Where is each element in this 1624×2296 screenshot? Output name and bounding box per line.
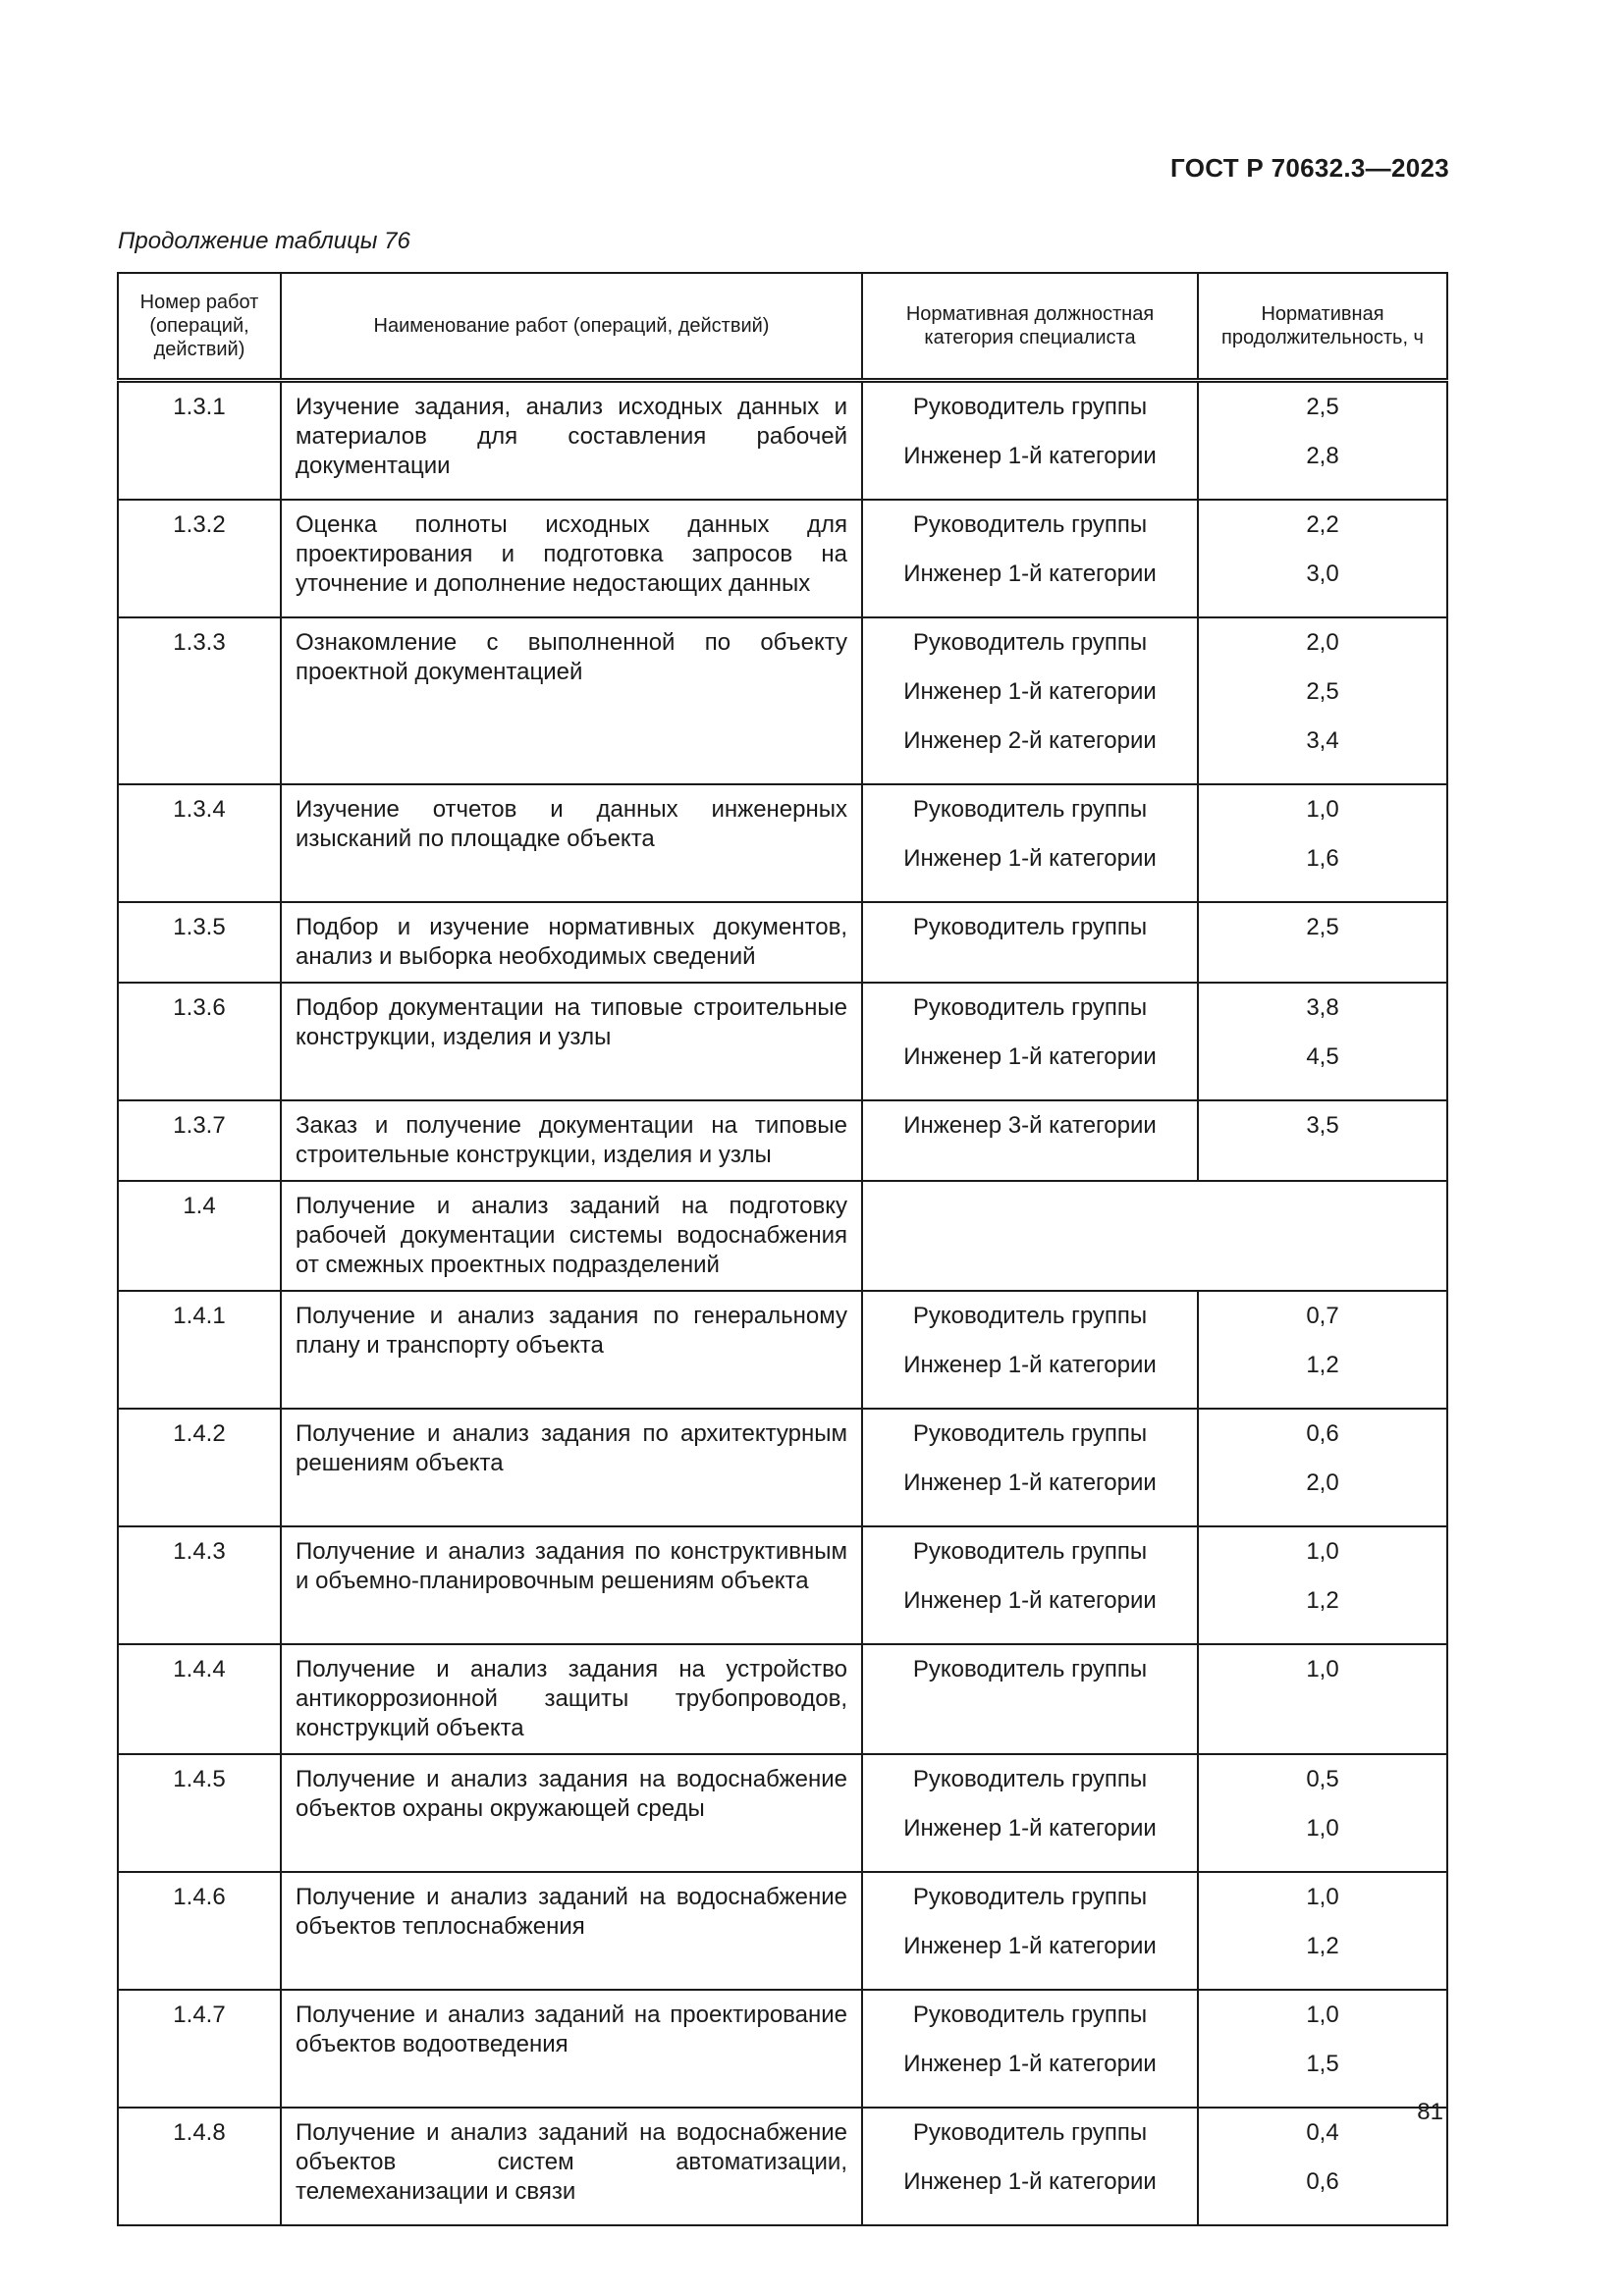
duration-value: 2,5 xyxy=(1306,914,1339,940)
table-row xyxy=(118,784,1447,902)
duration-cell xyxy=(1198,1754,1447,1872)
specialist-category: Руководитель группы xyxy=(912,1538,1148,1565)
table-row xyxy=(118,500,1447,617)
duration-value: 1,2 xyxy=(1306,1587,1339,1614)
duration-cell xyxy=(1198,1644,1447,1754)
specialist-category: Инженер 1-й категории xyxy=(903,1352,1157,1378)
specialist-category: Инженер 1-й категории xyxy=(903,443,1157,469)
specialist-category: Инженер 1-й категории xyxy=(903,1815,1157,1842)
specialist-category-cell xyxy=(862,1526,1198,1644)
duration-value: 1,2 xyxy=(1306,1933,1339,1959)
duration-value: 0,7 xyxy=(1306,1303,1339,1329)
table-row xyxy=(118,983,1447,1100)
duration-value: 0,6 xyxy=(1306,1420,1339,1447)
specialist-category-cell xyxy=(862,381,1198,501)
work-name: Получение и анализ заданий на водоснабжение объектов систем автоматизации, телемеханизации и связи xyxy=(281,2108,862,2225)
specialist-category: Инженер 1-й категории xyxy=(903,678,1157,705)
duration-cell xyxy=(1198,1872,1447,1990)
duration-value: 2,0 xyxy=(1306,629,1339,656)
specialist-category: Руководитель группы xyxy=(912,1303,1148,1329)
duration-value: 4,5 xyxy=(1306,1043,1339,1070)
work-number: 1.4.3 xyxy=(118,1526,281,1644)
duration-value: 2,8 xyxy=(1306,443,1339,469)
duration-value: 2,5 xyxy=(1306,394,1339,420)
specialist-category-cell xyxy=(862,983,1198,1100)
empty-merged-cell xyxy=(862,1181,1447,1291)
duration-value: 1,0 xyxy=(1306,1884,1339,1910)
table-row xyxy=(118,1872,1447,1990)
specialist-category: Инженер 1-й категории xyxy=(903,1469,1157,1496)
work-name: Ознакомление с выполненной по объекту проектной документацией xyxy=(281,617,862,784)
work-name: Получение и анализ задания на устройство антикоррозионной защиты трубопроводов, конструкций объекта xyxy=(281,1644,862,1754)
duration-value: 2,5 xyxy=(1306,678,1339,705)
duration-value: 3,4 xyxy=(1306,727,1339,754)
document-code: ГОСТ Р 70632.3—2023 xyxy=(1170,153,1449,183)
duration-value: 1,0 xyxy=(1306,1815,1339,1842)
work-name: Изучение отчетов и данных инженерных изысканий по площадке объекта xyxy=(281,784,862,902)
work-name: Получение и анализ заданий на подготовку рабочей документации системы водоснабжения от смежных проектных подразделений xyxy=(281,1181,862,1291)
work-number: 1.3.6 xyxy=(118,983,281,1100)
duration-cell xyxy=(1198,1990,1447,2108)
header-duration: Нормативная продолжительность, ч xyxy=(1198,273,1447,381)
specialist-category: Руководитель группы xyxy=(912,994,1148,1021)
duration-value: 2,0 xyxy=(1306,1469,1339,1496)
duration-cell xyxy=(1198,1526,1447,1644)
header-work-number: Номер работ (операций, действий) xyxy=(118,273,281,381)
work-name: Подбор документации на типовые строительные конструкции, изделия и узлы xyxy=(281,983,862,1100)
table-row xyxy=(118,1181,1447,1291)
specialist-category-cell xyxy=(862,1990,1198,2108)
header-work-name: Наименование работ (операций, действий) xyxy=(281,273,862,381)
work-number: 1.3.2 xyxy=(118,500,281,617)
specialist-category: Инженер 1-й категории xyxy=(903,845,1157,872)
specialist-category: Инженер 1-й категории xyxy=(903,1587,1157,1614)
duration-cell xyxy=(1198,983,1447,1100)
duration-cell xyxy=(1198,617,1447,784)
specialist-category-cell xyxy=(862,902,1198,983)
duration-value: 3,5 xyxy=(1306,1112,1339,1139)
specialist-category-cell xyxy=(862,784,1198,902)
specialist-category: Руководитель группы xyxy=(912,629,1148,656)
work-name: Получение и анализ заданий на проектирование объектов водоотведения xyxy=(281,1990,862,2108)
specialist-category-cell xyxy=(862,1872,1198,1990)
work-number: 1.4.8 xyxy=(118,2108,281,2225)
work-number: 1.4.4 xyxy=(118,1644,281,1754)
table-row xyxy=(118,1754,1447,1872)
specialist-category: Инженер 1-й категории xyxy=(903,561,1157,587)
specialist-category-cell xyxy=(862,500,1198,617)
work-number: 1.4.7 xyxy=(118,1990,281,2108)
specialist-category-cell xyxy=(862,2108,1198,2225)
specialist-category-cell xyxy=(862,1409,1198,1526)
specialist-category: Инженер 1-й категории xyxy=(903,2051,1157,2077)
page-number: 81 xyxy=(1417,2099,1443,2125)
table-row xyxy=(118,1526,1447,1644)
work-name: Оценка полноты исходных данных для проектирования и подготовка запросов на уточнение и дополнение недостающих данных xyxy=(281,500,862,617)
table-row xyxy=(118,1990,1447,2108)
duration-value: 1,5 xyxy=(1306,2051,1339,2077)
table-row xyxy=(118,617,1447,784)
duration-cell xyxy=(1198,1100,1447,1181)
table-header-row xyxy=(118,273,1447,381)
header-specialist-category: Нормативная должностная категория специалиста xyxy=(862,273,1198,381)
specialist-category: Руководитель группы xyxy=(912,2119,1148,2146)
specialist-category-cell xyxy=(862,1754,1198,1872)
duration-value: 1,2 xyxy=(1306,1352,1339,1378)
work-number: 1.3.7 xyxy=(118,1100,281,1181)
work-number: 1.4.5 xyxy=(118,1754,281,1872)
work-number: 1.4.2 xyxy=(118,1409,281,1526)
specialist-category: Инженер 1-й категории xyxy=(903,1043,1157,1070)
work-number: 1.3.5 xyxy=(118,902,281,983)
duration-value: 3,0 xyxy=(1306,561,1339,587)
table-row xyxy=(118,381,1447,501)
work-number: 1.3.3 xyxy=(118,617,281,784)
duration-value: 3,8 xyxy=(1306,994,1339,1021)
duration-cell xyxy=(1198,902,1447,983)
work-name: Получение и анализ задания на водоснабжение объектов охраны окружающей среды xyxy=(281,1754,862,1872)
work-name: Изучение задания, анализ исходных данных и материалов для составления рабочей документации xyxy=(281,381,862,501)
work-number: 1.4.6 xyxy=(118,1872,281,1990)
duration-value: 0,4 xyxy=(1306,2119,1339,2146)
specialist-category: Руководитель группы xyxy=(912,796,1148,823)
work-name: Подбор и изучение нормативных документов, анализ и выборка необходимых сведений xyxy=(281,902,862,983)
work-name: Получение и анализ задания по генеральному плану и транспорту объекта xyxy=(281,1291,862,1409)
norms-table xyxy=(117,272,1448,2226)
duration-cell xyxy=(1198,500,1447,617)
specialist-category: Инженер 1-й категории xyxy=(903,1933,1157,1959)
duration-value: 1,0 xyxy=(1306,1538,1339,1565)
duration-value: 1,0 xyxy=(1306,1656,1339,1682)
specialist-category-cell xyxy=(862,1644,1198,1754)
work-number: 1.4 xyxy=(118,1181,281,1291)
specialist-category: Руководитель группы xyxy=(912,914,1148,940)
work-number: 1.3.4 xyxy=(118,784,281,902)
specialist-category-cell xyxy=(862,1291,1198,1409)
duration-cell xyxy=(1198,1409,1447,1526)
specialist-category: Руководитель группы xyxy=(912,1656,1148,1682)
specialist-category: Руководитель группы xyxy=(912,1766,1148,1792)
duration-value: 1,0 xyxy=(1306,796,1339,823)
work-number: 1.3.1 xyxy=(118,381,281,501)
table-caption: Продолжение таблицы 76 xyxy=(118,228,410,254)
work-number: 1.4.1 xyxy=(118,1291,281,1409)
duration-value: 1,0 xyxy=(1306,2002,1339,2028)
specialist-category-cell xyxy=(862,1100,1198,1181)
specialist-category: Руководитель группы xyxy=(912,511,1148,538)
specialist-category: Инженер 1-й категории xyxy=(903,2168,1157,2195)
duration-value: 0,5 xyxy=(1306,1766,1339,1792)
duration-cell xyxy=(1198,381,1447,501)
specialist-category: Руководитель группы xyxy=(912,2002,1148,2028)
table-row xyxy=(118,1409,1447,1526)
table-row xyxy=(118,1291,1447,1409)
duration-value: 1,6 xyxy=(1306,845,1339,872)
specialist-category: Руководитель группы xyxy=(912,1420,1148,1447)
work-name: Заказ и получение документации на типовые строительные конструкции, изделия и узлы xyxy=(281,1100,862,1181)
specialist-category: Инженер 3-й категории xyxy=(903,1112,1157,1139)
work-name: Получение и анализ задания по конструктивным и объемно-планировочным решениям объекта xyxy=(281,1526,862,1644)
work-name: Получение и анализ задания по архитектурным решениям объекта xyxy=(281,1409,862,1526)
specialist-category-cell xyxy=(862,617,1198,784)
work-name: Получение и анализ заданий на водоснабжение объектов теплоснабжения xyxy=(281,1872,862,1990)
specialist-category: Руководитель группы xyxy=(912,394,1148,420)
table-row xyxy=(118,1644,1447,1754)
specialist-category: Инженер 2-й категории xyxy=(903,727,1157,754)
table-row xyxy=(118,2108,1447,2225)
duration-value: 2,2 xyxy=(1306,511,1339,538)
specialist-category: Руководитель группы xyxy=(912,1884,1148,1910)
duration-value: 0,6 xyxy=(1306,2168,1339,2195)
table-row xyxy=(118,902,1447,983)
duration-cell xyxy=(1198,1291,1447,1409)
duration-cell xyxy=(1198,784,1447,902)
table-row xyxy=(118,1100,1447,1181)
duration-cell xyxy=(1198,2108,1447,2225)
